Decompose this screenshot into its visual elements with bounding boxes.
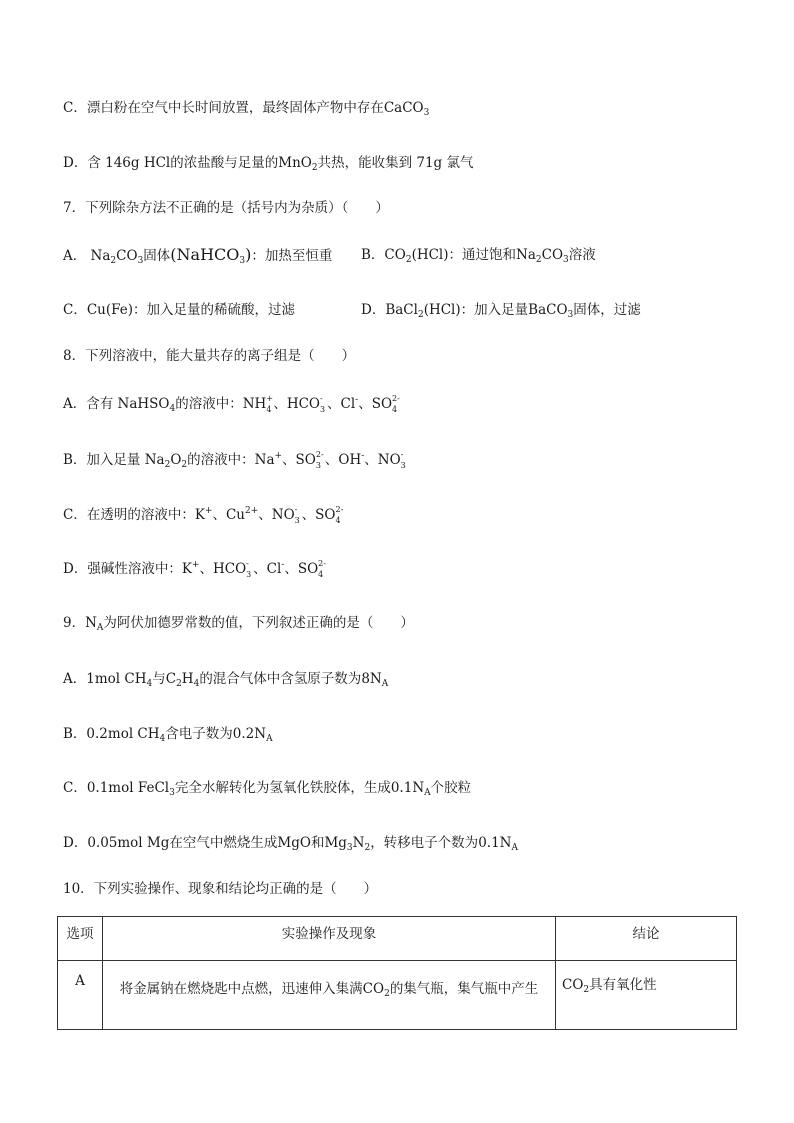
cell-option: A — [58, 961, 103, 1030]
q9-stem: 9．$N_A$为阿伏加德罗常数的值，下列叙述正确的是（ ） — [63, 615, 414, 633]
q9-option-a: A．1mol $CH_4$与$C_2H_4$的混合气体中含氢原子数为$8N_A$ — [63, 671, 389, 689]
table-header-row — [58, 917, 737, 961]
q8-option-b: B．加入足量 $Na_2O_2$的溶液中：Na+、SO 2- 3 、OH-、NO - 3 — [63, 450, 406, 470]
q10-stem: 10．下列实验操作、现象和结论均正确的是（ ） — [63, 881, 378, 897]
table-row — [58, 961, 737, 1030]
q8-stem: 8．下列溶液中，能大量共存的离子组是（ ） — [63, 348, 356, 364]
q6-option-d: D．含 146g HCl的浓盐酸与足量的MnO$_2$共热，能收集到 71g 氯气 — [63, 155, 474, 173]
q7-option-d: D．BaCl$_2$(HCl)：加入足量BaCO$_3$固体，过滤 — [361, 302, 641, 320]
header-operation: 实验操作及现象 — [103, 917, 556, 961]
cell-conclusion: $CO_2$具有氧化性 — [556, 961, 737, 1030]
q8-option-c: C．在透明的溶液中：K+、$Cu^{2+}$、NO - 3 、SO 2- 4 — [63, 505, 344, 525]
q8-option-a: A．含有 NaHSO$_4$的溶液中：NH + 4 、HCO - 3 、Cl-、SO 2- 4 — [63, 394, 400, 414]
q9-option-b: B．0.2mol $CH_4$含电子数为$0.2N_A$ — [63, 726, 273, 744]
cell-operation: 将金属钠在燃烧匙中点燃，迅速伸入集满$CO_2$的集气瓶，集气瓶中产生 — [103, 961, 556, 1030]
q7-option-c: C．Cu(Fe)：加入足量的稀硫酸，过滤 — [63, 302, 296, 318]
q7-option-b: B．$CO_2(HCl)$：通过饱和$Na_2CO_3$溶液 — [361, 247, 596, 265]
q9-option-c: C．0.1mol FeCl$_3$完全水解转化为氢氧化铁胶体，生成$0.1N_A$个胶粒 — [63, 780, 472, 798]
header-option: 选项 — [58, 917, 103, 961]
q8-option-d: D．强碱性溶液中：K+、HCO - 3 、Cl-、SO 2- 4 — [63, 559, 326, 579]
q7-option-a: A． $Na_2CO_3$固体(NaHCO$_3$)：加热至恒重 — [63, 245, 333, 266]
q10-table — [57, 916, 737, 1030]
q6-option-c: C．漂白粉在空气中长时间放置，最终固体产物中存在CaCO$_3$ — [63, 100, 430, 118]
q7-stem: 7．下列除杂方法不正确的是（括号内为杂质）（ ） — [63, 200, 389, 216]
header-conclusion: 结论 — [556, 917, 737, 961]
q9-option-d: D．0.05mol Mg在空气中燃烧生成MgO和$Mg_3N_2$，转移电子个数为$0.1N_A$ — [63, 835, 518, 853]
